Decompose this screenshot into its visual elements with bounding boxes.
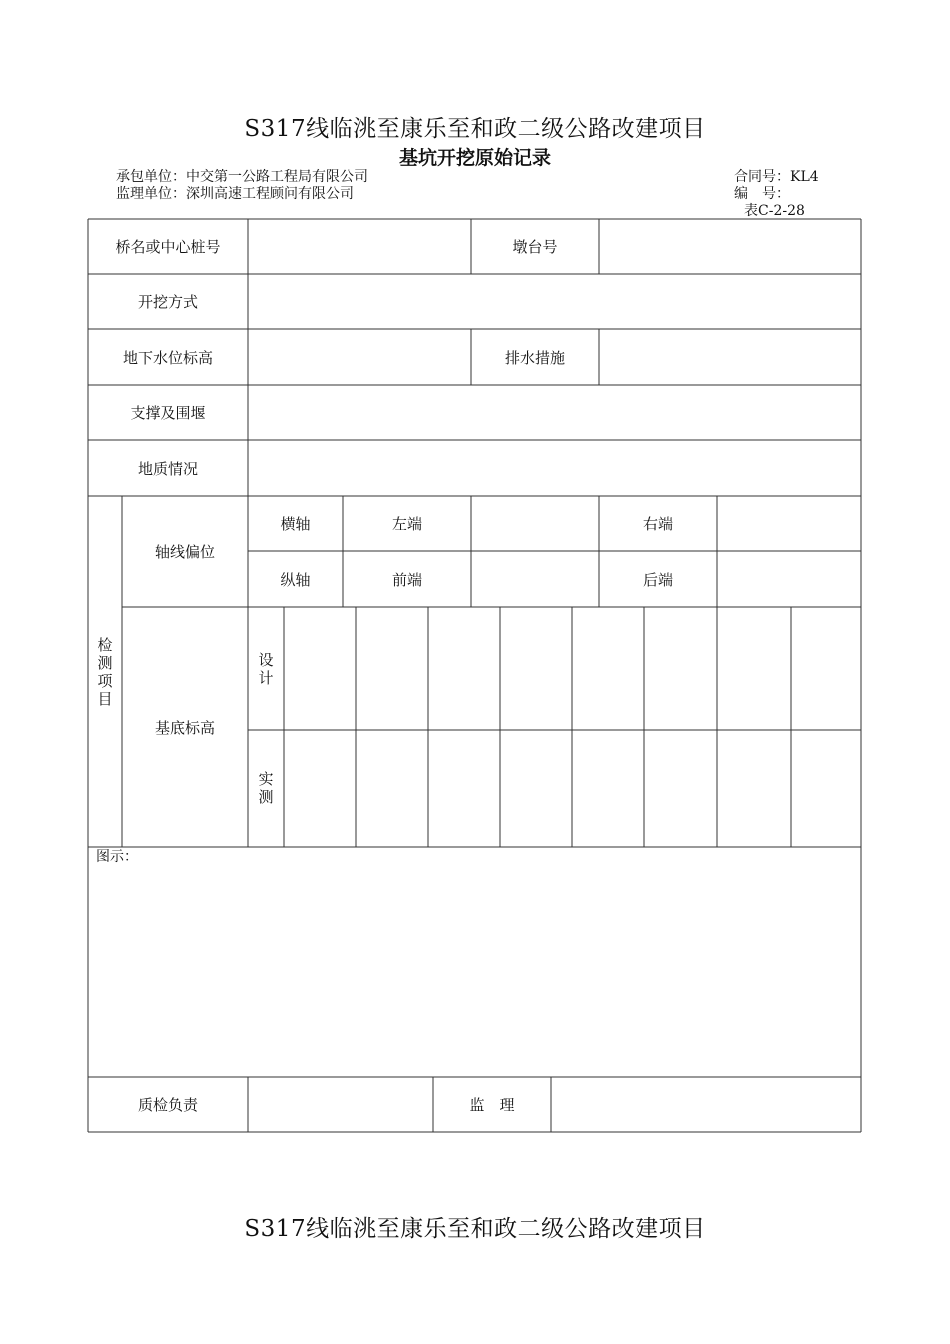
diagram-area[interactable] [88,866,861,1077]
rear-end-input[interactable] [717,551,861,607]
bridge-label: 桥名或中心桩号 [115,238,221,256]
diagram-label: 图示： [96,849,138,865]
design-char: 设 [258,651,274,669]
inspection-items-label [88,496,122,847]
excavation-method-input[interactable] [248,274,861,329]
pier-input[interactable] [599,219,861,274]
supervision-input[interactable] [551,1077,861,1132]
left-end-input[interactable] [471,496,599,551]
next-page-title: S317线临洮至康乐至和政二级公路改建项目 [244,1216,706,1242]
contractor-unit: 承包单位：中交第一公路工程局有限公司 [116,169,368,185]
right-end-label: 右端 [642,515,673,533]
right-end-input[interactable] [717,496,861,551]
design-label [248,607,284,730]
qc-responsible-label: 质检负责 [137,1096,198,1114]
geology-label: 地质情况 [137,459,198,478]
left-end-label: 左端 [391,515,422,533]
inspection-char: 测 [97,653,113,672]
vertical-axis-label: 纵轴 [280,570,311,589]
front-end-input[interactable] [471,551,599,607]
groundwater-input[interactable] [248,329,471,385]
pier-label: 墩台号 [512,238,558,256]
excavation-method-label: 开挖方式 [137,293,198,311]
serial-number: 编 号： [734,186,790,202]
design-char: 计 [258,669,274,687]
inspection-char: 项 [97,671,113,690]
project-title: S317线临洮至康乐至和政二级公路改建项目 [244,116,706,142]
groundwater-label: 地下水位标高 [122,348,213,367]
support-label: 支撑及围堰 [130,404,206,422]
qc-responsible-input[interactable] [248,1077,433,1132]
drainage-label: 排水措施 [504,348,565,367]
rear-end-label: 后端 [642,570,673,589]
measured-char: 实 [258,770,274,788]
measured-char: 测 [258,788,274,806]
inspection-char: 目 [97,689,113,708]
form-title: 基坑开挖原始记录 [398,147,551,169]
contract-number: 合同号：KL4 [734,169,819,185]
front-end-label: 前端 [391,570,422,589]
form-code: 表C-2-28 [744,203,805,219]
measured-label [248,730,284,847]
supervision-label: 监 理 [469,1096,515,1114]
bridge-input[interactable] [248,219,471,274]
geology-input[interactable] [248,440,861,496]
base-elevation-label: 基底标高 [154,718,215,737]
axis-offset-label: 轴线偏位 [154,543,215,561]
inspection-char: 检 [97,635,113,654]
supervisor-unit: 监理单位：深圳高速工程顾问有限公司 [116,186,354,202]
drainage-input[interactable] [599,329,861,385]
support-input[interactable] [248,385,861,440]
horizontal-axis-label: 横轴 [280,515,311,533]
